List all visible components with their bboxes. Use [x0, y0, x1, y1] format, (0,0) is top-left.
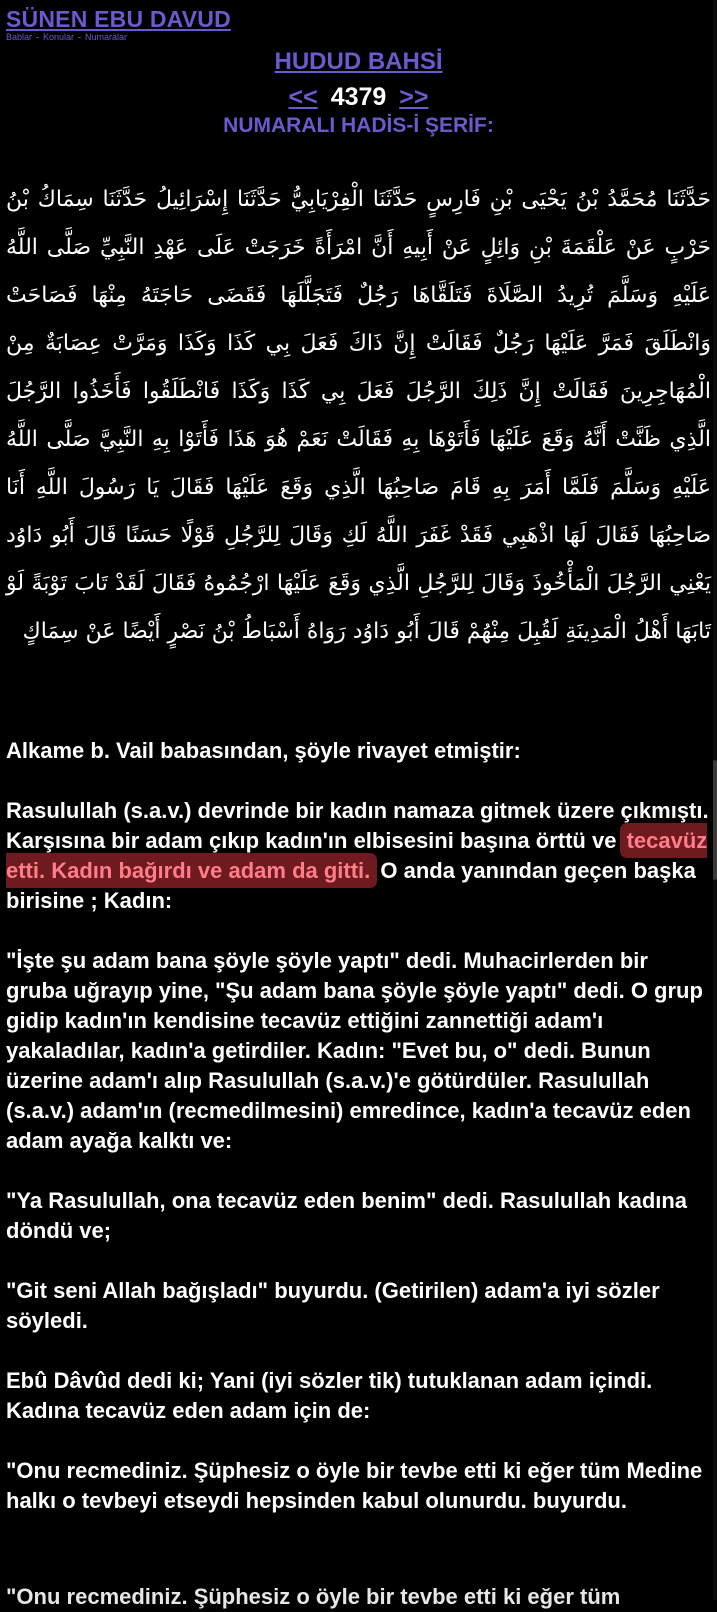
clipped-text-line: "Onu recmediniz. Şüphesiz o öyle bir tevbe etti ki eğer tüm	[6, 1584, 621, 1609]
site-header	[6, 4, 231, 42]
arabic-hadith-text: حَدَّثَنَا مُحَمَّدُ بْنُ يَحْيَى بْنِ فَارِسٍ حَدَّثَنَا الْفِرْيَابِيُّ حَدَّثَنَا إِسْرَائِيلُ حَدَّثَنَا سِمَاكُ بْنُ حَرْبٍ عَنْ عَلْقَمَةَ بْنِ وَائِلٍ عَنْ أَبِيهِ أَنَّ امْرَأَةً خَرَجَتْ عَلَى عَهْدِ النَّبِيِّ صَلَّى اللَّهُ عَلَيْهِ وَسَلَّمَ تُرِيدُ الصَّلَاةَ فَتَلَقَّاهَا رَجُلٌ فَتَجَلَّلَهَا فَقَضَى حَاجَتَهُ مِنْهَا فَصَاحَتْ وَانْطَلَقَ فَمَرَّ عَلَيْهَا رَجُلٌ فَقَالَتْ إِنَّ ذَاكَ فَعَلَ بِي كَذَا وَكَذَا وَمَرَّتْ عِصَابَةٌ مِنْ الْمُهَاجِرِينَ فَقَالَتْ إِنَّ ذَلِكَ الرَّجُلَ فَعَلَ بِي كَذَا وَكَذَا فَانْطَلَقُوا فَأَخَذُوا الرَّجُلَ الَّذِي ظَنَّتْ أَنَّهُ وَقَعَ عَلَيْهَا فَأَتَوْهَا بِهِ فَقَالَتْ نَعَمْ هُوَ هَذَا فَأَتَوْا بِهِ النَّبِيَّ صَلَّى اللَّهُ عَلَيْهِ وَسَلَّمَ فَلَمَّا أَمَرَ بِهِ قَامَ صَاحِبُهَا الَّذِي وَقَعَ عَلَيْهَا فَقَالَ يَا رَسُولَ اللَّهِ أَنَا صَاحِبُهَا فَقَالَ لَهَا اذْهَبِي فَقَدْ غَفَرَ اللَّهُ لَكِ وَقَالَ لِلرَّجُلِ قَوْلًا حَسَنًا قَالَ أَبُو دَاوُد يَعْنِي الرَّجُلَ الْمَأْخُوذَ وَقَالَ لِلرَّجُلِ الَّذِي وَقَعَ عَلَيْهَا ارْجُمُوهُ فَقَالَ لَقَدْ تَابَ تَوْبَةً لَوْ تَابَهَا أَهْلُ الْمَدِينَةِ لَقُبِلَ مِنْهُمْ قَالَ أَبُو دَاوُد رَوَاهُ أَسْبَاطُ بْنُ نَصْرٍ أَيْضًا عَنْ سِمَاكٍ	[6, 187, 711, 644]
translation-intro: Alkame b. Vail babasından, şöyle rivayet etmiştir:	[6, 738, 521, 763]
translation-paragraph: "İşte şu adam bana şöyle şöyle yaptı" dedi. Muhacirlerden bir gruba uğrayıp yine, "Şu adam bana şöyle şöyle yaptı" dedi. O grup gidip kadın'ın kendisine tecavüz ettiğini zannettiği adam'ı yakaladılar, kadın'a getirdiler. Kadın: "Evet bu, o" dedi. Bunun üzerine adam'ı alıp Rasulullah (s.a.v.)'e götürdüler. Rasulullah (s.a.v.) adam'ın (recmedilmesini) emredince, kadın'a tecavüz eden adam ayağa kalktı ve:	[6, 948, 703, 1153]
next-hadith-link[interactable]: >>	[399, 83, 429, 111]
translation-text: O anda yanından geçen başka birisine ; Kadın:	[6, 858, 696, 913]
hadith-heading	[0, 46, 717, 140]
translation-text: Rasulullah (s.a.v.) devrinde bir kadın namaza gitmek üzere çıkmıştı. Karşısına bir adam çıkıp kadın'ın elbisesini başına örttü ve	[6, 798, 709, 853]
scrollbar-thumb[interactable]	[713, 760, 717, 880]
highlighted-text[interactable]: tecavüz etti. Kadın bağırdı ve adam da gitti.	[6, 828, 708, 883]
section-title-link[interactable]: HUDUD BAHSİ	[274, 48, 443, 75]
breadcrumb-separator: -	[78, 32, 82, 42]
turkish-translation	[6, 736, 711, 1546]
breadcrumb-bablar[interactable]: Bablar	[6, 32, 33, 42]
translation-paragraph: Ebû Dâvûd dedi ki; Yani (iyi sözler tik) tutuklanan adam içindi. Kadına tecavüz eden adam için de:	[6, 1368, 653, 1423]
breadcrumb-konular[interactable]: Konular	[43, 32, 75, 42]
translation-paragraph: "Ya Rasulullah, ona tecavüz eden benim" dedi. Rasulullah kadına döndü ve;	[6, 1188, 688, 1243]
translation-paragraph: "Git seni Allah bağışladı" buyurdu. (Getirilen) adam'a iyi sözler söyledi.	[6, 1278, 660, 1333]
previous-hadith-link[interactable]: <<	[288, 83, 318, 111]
breadcrumb-numaralar[interactable]: Numaralar	[85, 32, 128, 42]
scrollbar-track[interactable]	[713, 0, 717, 1600]
hadith-number: 4379	[330, 83, 387, 111]
hadith-subtitle: NUMARALI HADİS-İ ŞERİF:	[223, 114, 494, 137]
breadcrumb-separator: -	[36, 32, 40, 42]
translation-paragraph: "Onu recmediniz. Şüphesiz o öyle bir tevbe etti ki eğer tüm Medine halkı o tevbeyi etseydi hepsinden kabul olunurdu. buyurdu.	[6, 1458, 703, 1513]
hadith-number-row	[0, 80, 717, 114]
translation-paragraph	[6, 796, 711, 916]
site-title-link[interactable]: SÜNEN EBU DAVUD	[6, 6, 231, 32]
